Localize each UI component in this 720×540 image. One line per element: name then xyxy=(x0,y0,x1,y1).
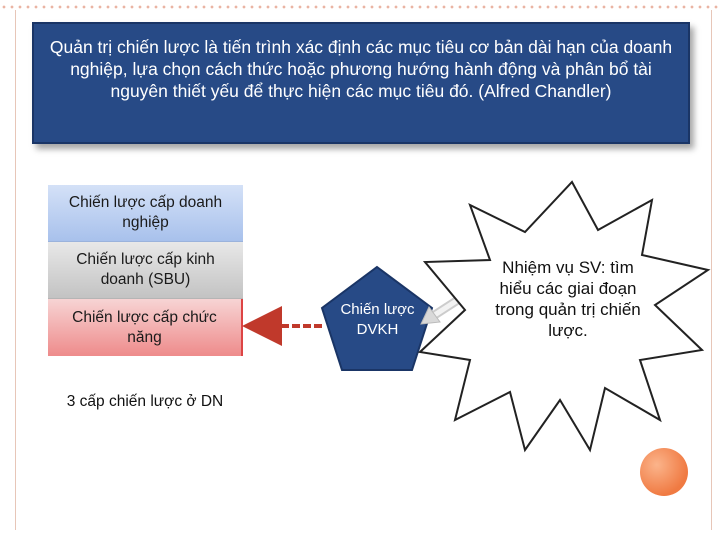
levels-caption: 3 cấp chiến lược ở DN xyxy=(66,393,224,410)
center-shape-label: Chiến lược DVKH xyxy=(340,301,415,338)
level-label: Chiến lược cấp doanh nghiệp xyxy=(68,194,223,231)
task-label: Nhiệm vụ SV: tìm hiểu các giai đoạn trong quản trị chiến lược. xyxy=(495,258,641,340)
accent-circle xyxy=(640,448,688,496)
level-label: Chiến lược cấp kinh doanh (SBU) xyxy=(76,251,215,288)
level-label: Chiến lược cấp chức năng xyxy=(72,308,217,346)
definition-box: Quản trị chiến lược là tiến trình xác định các mục tiêu cơ bản dài hạn của doanh nghiệp, lựa chọn cách thức hoặc phương hướng hành động và phân bổ tài nguyên thiết yếu để thực hiện các mục tiêu đó. (Alfred Chandler) xyxy=(32,22,690,144)
